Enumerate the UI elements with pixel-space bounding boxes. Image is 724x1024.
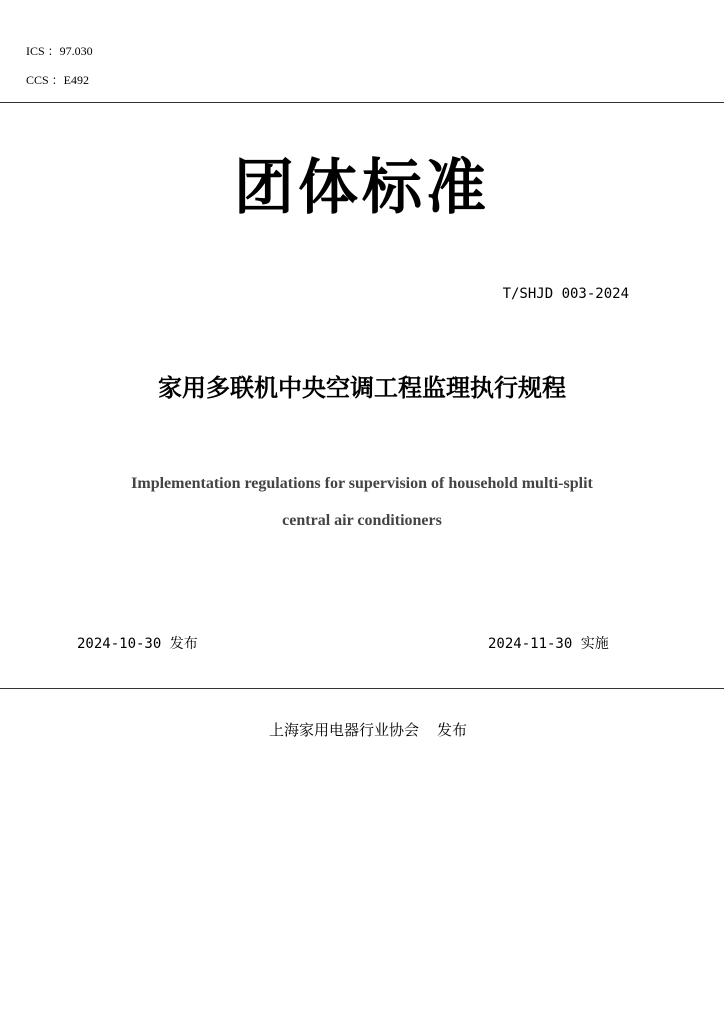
ccs-code: CCS ：E492 [26,73,90,87]
ics-code: ICS ：97.030 [26,44,93,58]
standard-number: T/SHJD 003-2024 [502,286,629,302]
publisher-action: 发布 [437,721,468,739]
document-title-english-line1: Implementation regulations for supervision of household multi-split [131,475,593,492]
implementation-date: 2024-11-30 实施 [488,636,609,652]
top-divider [0,102,724,103]
standard-type-title: 团体标准 [234,153,490,223]
publisher-organization: 上海家用电器行业协会 [268,721,419,739]
document-title-chinese: 家用多联机中央空调工程监理执行规程 [158,374,566,402]
publisher-line [0,719,724,741]
document-title-english-line2: central air conditioners [282,512,442,529]
issue-date: 2024-10-30 发布 [77,636,198,652]
bottom-divider [0,688,724,689]
